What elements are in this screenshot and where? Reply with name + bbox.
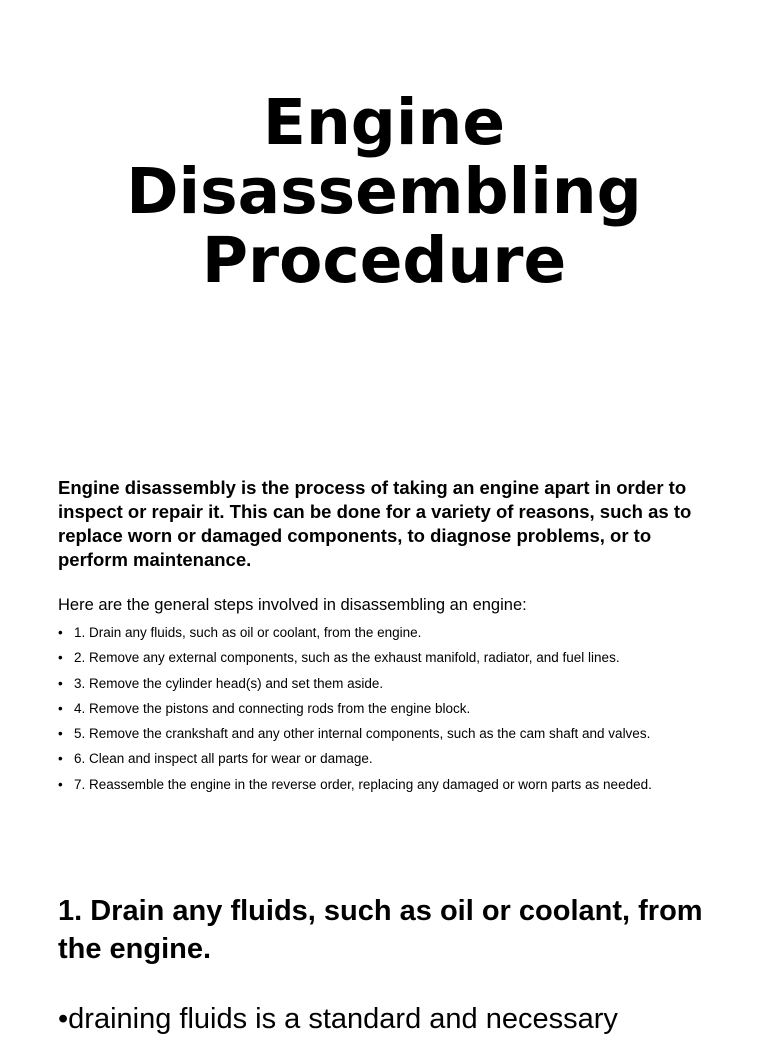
list-item: [58, 772, 738, 797]
steps-heading: Here are the general steps involved in disassembling an engine:: [58, 596, 527, 614]
steps-list: [58, 620, 738, 797]
list-item: [58, 696, 738, 721]
list-item: [58, 671, 738, 696]
bullet-icon: •: [58, 700, 63, 716]
list-item: [58, 620, 738, 645]
list-item-text: 7. Reassemble the engine in the reverse order, replacing any damaged or worn parts as needed.: [74, 776, 652, 792]
bullet-icon: •: [58, 650, 63, 666]
intro-paragraph: Engine disassembly is the process of taking an engine apart in order to inspect or repair it. This can be done for a variety of reasons, such as to replace worn or damaged components, to diagnose problems, or to perform maintenance.: [58, 477, 692, 570]
bullet-icon: •: [58, 751, 63, 767]
list-item: [58, 746, 738, 771]
page-title-line: Disassembling: [126, 155, 642, 228]
bullet-icon: •: [58, 776, 63, 792]
list-item-text: 1. Drain any fluids, such as oil or coolant, from the engine.: [74, 625, 422, 640]
page-title: [0, 88, 768, 295]
bullet-icon: •: [58, 726, 63, 742]
list-item: [58, 645, 738, 670]
list-item-text: 5. Remove the crankshaft and any other internal components, such as the cam shaft and valves.: [74, 726, 651, 742]
bullet-icon: •: [58, 625, 63, 640]
section-heading: 1. Drain any fluids, such as oil or coolant, from the engine.: [58, 895, 703, 965]
bullet-icon: •: [58, 675, 63, 691]
list-item: [58, 721, 738, 746]
list-item-text: 3. Remove the cylinder head(s) and set them aside.: [74, 675, 384, 691]
page-title-line: Procedure: [201, 224, 567, 297]
list-item-text: 2. Remove any external components, such as the exhaust manifold, radiator, and fuel lines.: [74, 650, 620, 666]
list-item-text: 6. Clean and inspect all parts for wear or damage.: [74, 751, 373, 767]
list-item-text: 4. Remove the pistons and connecting rods from the engine block.: [74, 700, 471, 716]
section-bullet-text: •draining fluids is a standard and necessary: [58, 1003, 618, 1035]
page-title-line: Engine: [262, 86, 506, 159]
